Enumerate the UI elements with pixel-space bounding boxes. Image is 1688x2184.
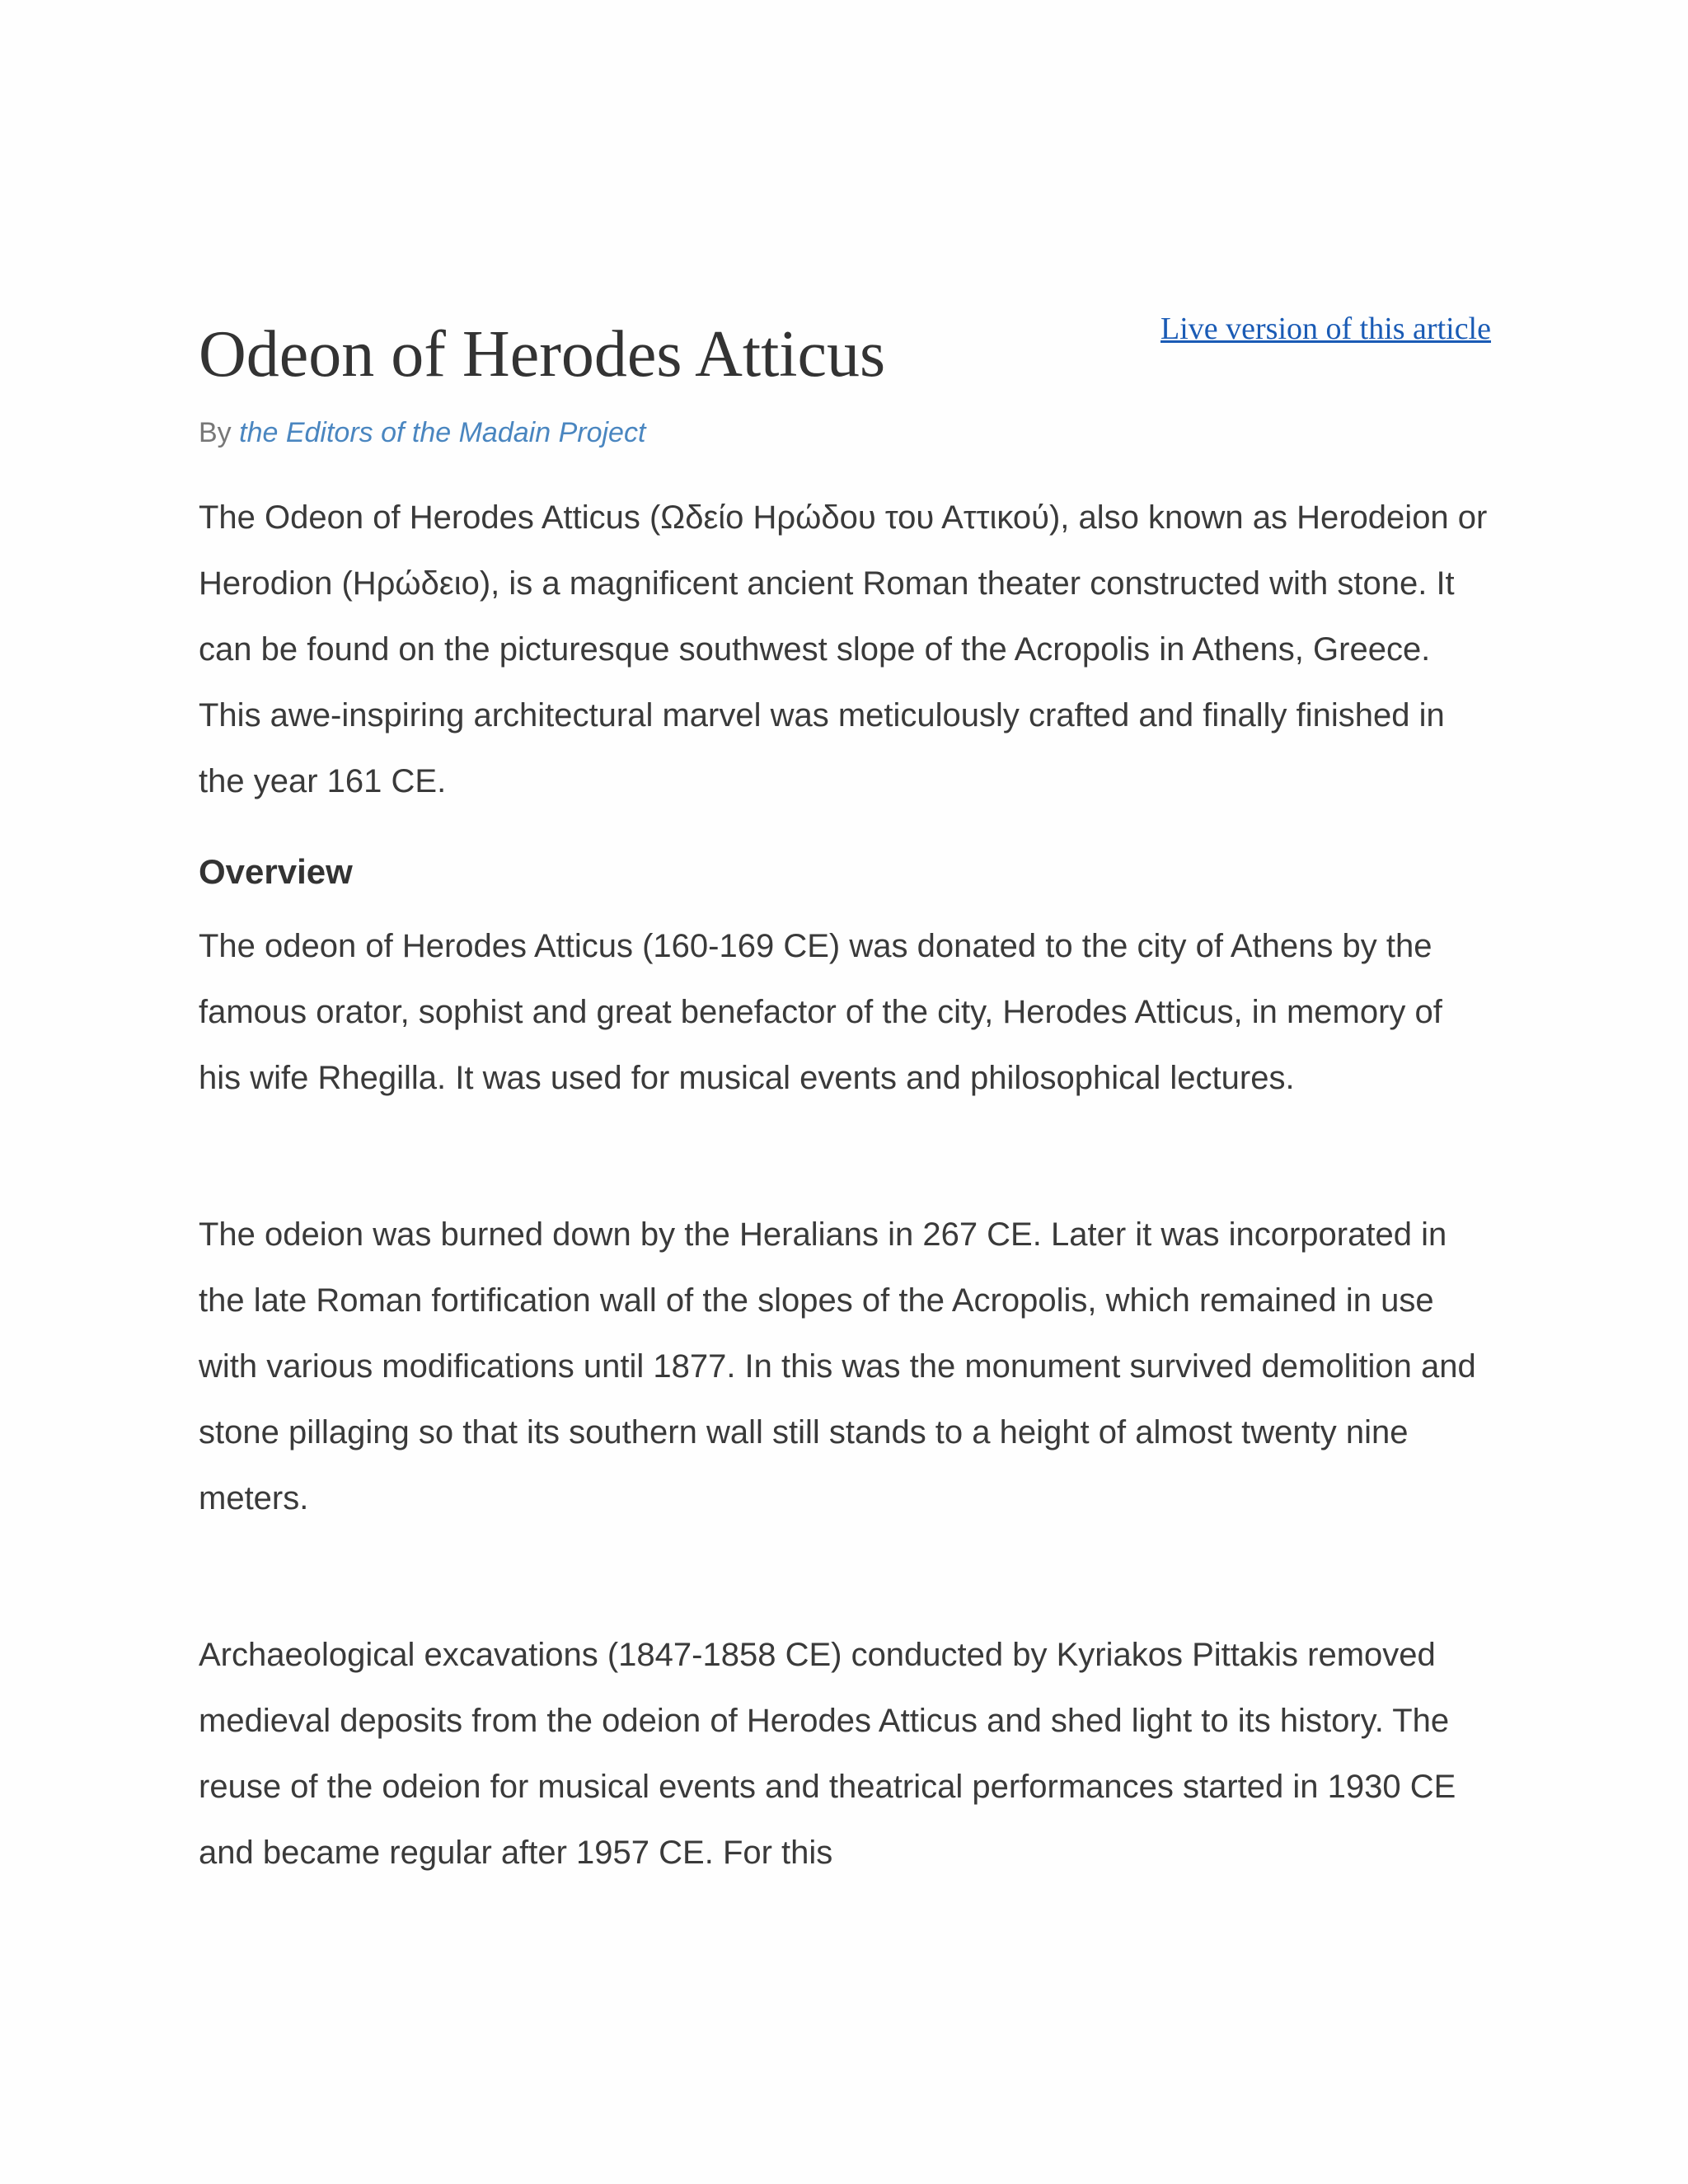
live-version-link[interactable]: Live version of this article xyxy=(1160,312,1491,346)
intro-paragraph: The Odeon of Herodes Atticus (Ωδείο Ηρώδου του Αττικού), also known as Herodeion or Herodion (Ηρώδειο), is a magnificent ancient Roman theater constructed with stone. It can be found on the picturesque southwest slope of the Acropolis in Athens, Greece. This awe-inspiring architectural marvel was meticulously crafted and finally finished in the year 161 CE. xyxy=(199,499,1488,799)
article-header xyxy=(199,297,1491,412)
body-paragraph: The odeion was burned down by the Heralians in 267 CE. Later it was incorporated in the late Roman fortification wall of the slopes of the Acropolis, which remained in use with various modifications until 1877. In this was the monument survived demolition and stone pillaging so that its southern wall still stands to a height of almost twenty nine meters. xyxy=(199,1216,1476,1516)
byline-prefix: By xyxy=(199,417,240,448)
byline xyxy=(199,412,1491,453)
page-title: Odeon of Herodes Atticus xyxy=(199,318,886,391)
body-paragraph: Archaeological excavations (1847-1858 CE) conducted by Kyriakos Pittakis removed medieval deposits from the odeion of Herodes Atticus and shed light to its history. The reuse of the odeion for musical events and theatrical performances started in 1930 CE and became regular after 1957 CE. For this xyxy=(199,1637,1456,1871)
body-paragraph: The odeon of Herodes Atticus (160-169 CE) was donated to the city of Athens by the famous orator, sophist and great benefactor of the city, Herodes Atticus, in memory of his wife Rhegilla. It was used for musical events and philosophical lectures. xyxy=(199,928,1442,1096)
article-page xyxy=(199,297,1491,1886)
section-heading-overview: Overview xyxy=(199,852,353,891)
byline-author-link[interactable]: the Editors of the Madain Project xyxy=(239,417,646,448)
